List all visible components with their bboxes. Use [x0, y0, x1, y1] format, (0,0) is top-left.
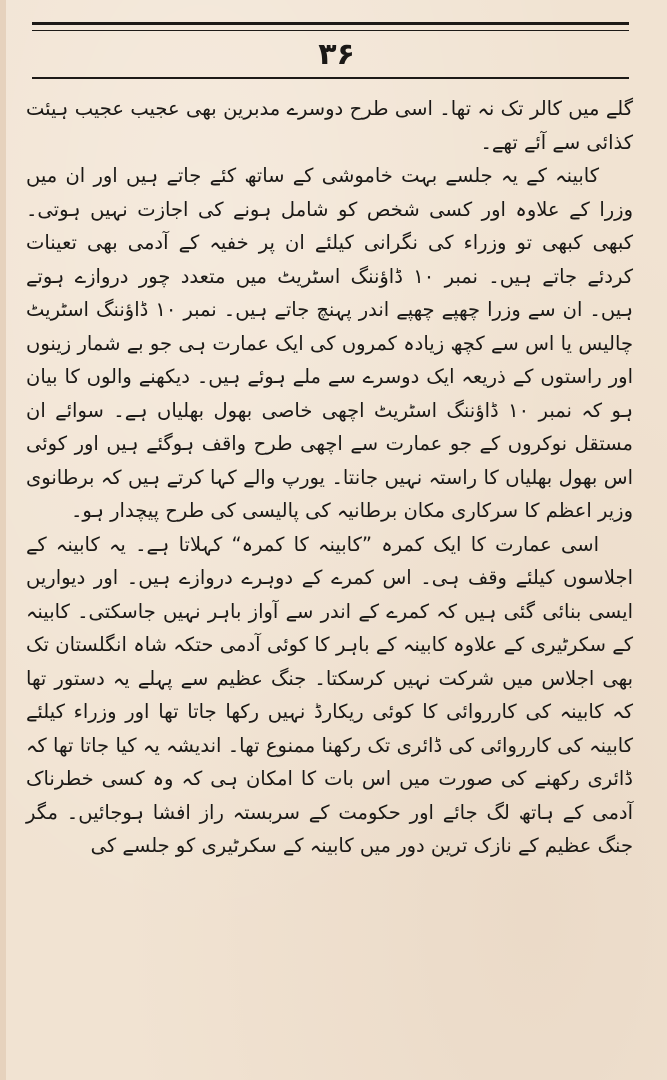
paragraph-cabinet-room: اسی عمارت کا ایک کمرہ ”کابینہ کا کمرہ“ کہلاتا ہے۔ یہ کابینہ کے اجلاسوں کیلئے وقف ہی۔ اس کمرے کے دوہرے دروازے ہیں۔ اور دیواریں ایسی بنائی گئی ہیں کہ کمرے کے اندر سے آواز باہر نہیں جاسکتی۔ کابینہ کے سکرٹیری کے علاوہ کابینہ کے باہر کا کوئی آدمی حتکہ شاہ انگلستان تک بھی اجلاس میں شرکت نہیں کرسکتا۔ جنگ عظیم سے پہلے یہ دستور تھا کہ کابینہ کی کارروائی کا کوئی ریکارڈ نہیں رکھا جاتا تھا اور وزراء کیلئے کابینہ کی کارروائی کی ڈائری تک رکھنا ممنوع تھا۔ اندیشہ یہ کیا جاتا تھا کہ ڈائری رکھنے کی صورت میں اس بات کا امکان ہی کہ وہ کسی خطرناک آدمی کے ہاتھ لگ جائے اور حکومت کے سربستہ راز افشا ہوجائیں۔ مگر جنگ عظیم کے نازک ترین دور میں کابینہ کے سکرٹیری کو جلسے کی [26, 532, 633, 857]
paragraph-cabinet-meetings: کابینہ کے یہ جلسے بہت خاموشی کے ساتھ کئے جاتے ہیں اور ان میں وزرا کے علاوہ اور کسی شخص کو شامل ہونے کی اجازت نہیں ہوتی۔ کبھی کبھی تو وزراء کی نگرانی کیلئے ان پر خفیہ کے آدمی بھی تعینات کردئے جاتے ہیں۔ نمبر ۱۰ ڈاؤننگ اسٹریٹ میں متعدد چور دروازے ہوتے ہیں۔ ان سے وزرا چھپے چھپے اندر پہنچ جاتے ہیں۔ نمبر ۱۰ ڈاؤننگ اسٹریٹ چالیس یا اس سے کچھ زیادہ کمروں کی ایک عمارت ہی جو بے شمار زینوں اور راستوں کے ذریعہ ایک دوسرے سے ملے ہوئے ہیں۔ دیکھنے والوں کا بیان ہو کہ نمبر ۱۰ ڈاؤننگ اسٹریٹ اچھی خاصی بھول بھلیاں ہے۔ سوائے ان مستقل نوکروں کے جو عمارت سے اچھی طرح واقف ہوگئے ہیں اور کوئی اس بھول بھلیاں کا راستہ نہیں جانتا۔ یورپ والے کہا کرتے ہیں کہ برطانوی وزیر اعظم کا سرکاری مکان برطانیہ کی پالیسی کی طرح پیچدار ہو۔ [26, 164, 634, 522]
header-rule-bottom [32, 77, 629, 79]
header-double-rule-thin [32, 30, 629, 31]
page-number: ۳۶ [318, 37, 355, 72]
header-double-rule-top [32, 22, 629, 25]
paragraph-continuation: گلے میں کالر تک نہ تھا۔ اسی طرح دوسرے مدبرین بھی عجیب عجیب ہیئت کذائی سے آئے تھے۔ [26, 97, 633, 154]
page-body-text [26, 92, 633, 863]
